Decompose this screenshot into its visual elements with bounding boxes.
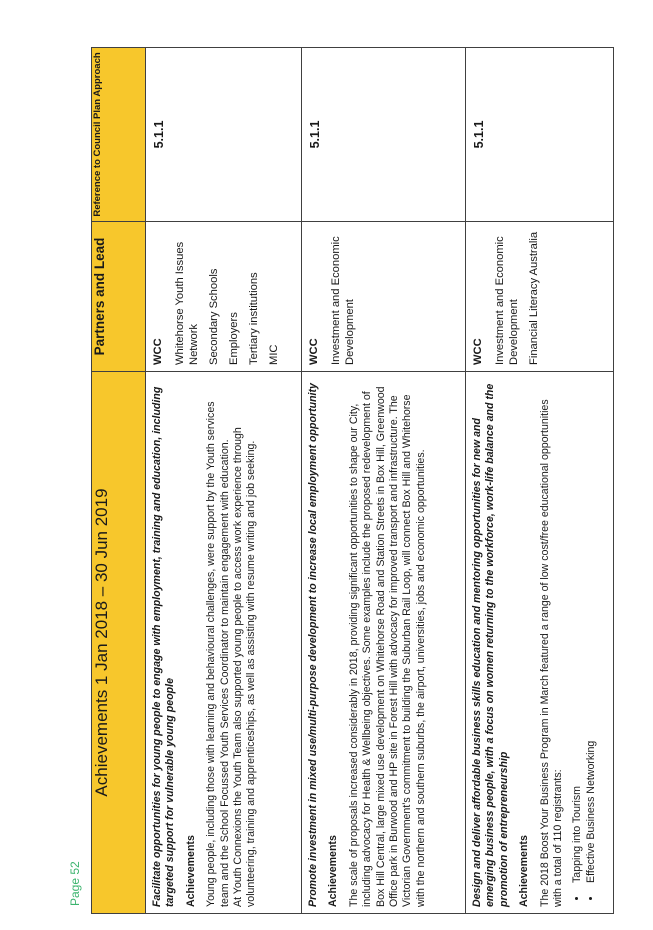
partners-cell [302,222,466,372]
partners-cell [466,222,614,372]
objective-title: Facilitate opportunities for young people to engage with employment, training and education, including targeted support for vulnerable young people [151,386,177,907]
table-row [466,48,614,914]
achievement-paragraph: At Youth Connexions the Youth Team also supported young people to access work experience through volunteering, training and apprenticeships, as well as assisting with resume writing and job seeking. [232,427,258,907]
header-partners: Partners and Lead [92,222,146,372]
objective-title: Design and deliver affordable business skills education and mentoring opportunities for new and emerging business people, with a focus on women returning to the workforce, work-life balance and the promotion of entrepreneurship [471,383,510,907]
reference-value: 5.1.1 [472,120,486,149]
achievements-label: Achievements [327,835,340,907]
achievement-paragraph: The scale of proposals increased considerably in 2018, providing significant opportunities to shape our City, including advocacy for Health & Wellbeing objectives. Some examples include the proposed redevelopment of Box Hill Central, large mixed use development on Whitehorse Road and Station Streets in Box Hill, Greenwood Office park in Burwood and HP site in Forest Hill with advocacy for improved transport and infrastructure. The Victorian Government’s commitment to building the Suburban Rail Loop, will connect Box Hill and Whitehorse with the northern and southern suburbs, the airport, universities, jobs and economic opportunities. [347,386,427,907]
achievement-cell [466,372,614,914]
bullet-item: • Tapping into Tourism [571,380,584,887]
reference-cell [146,48,302,222]
reference-value: 5.1.1 [308,120,322,149]
partner-item: Investment and Economic Development [494,236,520,365]
partner-item: Employers [228,312,240,365]
achievement-cell [146,372,302,914]
partner-item: Secondary Schools [208,268,220,365]
partner-item: Tertiary institutions [248,272,260,365]
bullet-item: • Effective Business Networking [585,380,598,887]
achievement-paragraph: The 2018 Boost Your Business Program in March featured a range of low cost/free educational opportunities with a total of 110 registrants: [538,399,565,907]
partner-item: WCC [472,338,484,365]
objective-title: Promote investment in mixed use/multi-purpose development to increase local employment opportunity [307,383,319,907]
reference-cell [302,48,466,222]
partner-item: Whitehorse Youth Issues Network [174,241,200,365]
page-number: Page 52 [68,861,82,906]
achievements-label: Achievements [518,835,531,907]
table-row [302,48,466,914]
reference-value: 5.1.1 [152,120,166,149]
achievement-paragraph: Young people, including those with learning and behavioural challenges, were support by the Youth services team and the School Focussed Youth Services Coordinator to maintain engagement with education. [205,401,231,907]
table-header-row [92,48,146,914]
achievements-label: Achievements [184,835,197,907]
achievements-table [91,47,614,914]
partner-item: WCC [152,338,164,365]
partner-item: Financial Literacy Australia [528,231,540,365]
rotated-document-page [91,48,613,914]
achievement-cell [302,372,466,914]
partner-item: Investment and Economic Development [330,236,356,365]
partner-item: WCC [308,338,320,365]
partner-item: MIC [268,344,280,365]
header-achievements: Achievements 1 Jan 2018 – 30 Jun 2019 [92,372,146,914]
header-reference: Reference to Council Plan Approach [92,48,146,222]
achievement-bullets [571,380,598,907]
partners-cell [146,222,302,372]
table-row [146,48,302,914]
reference-cell [466,48,614,222]
